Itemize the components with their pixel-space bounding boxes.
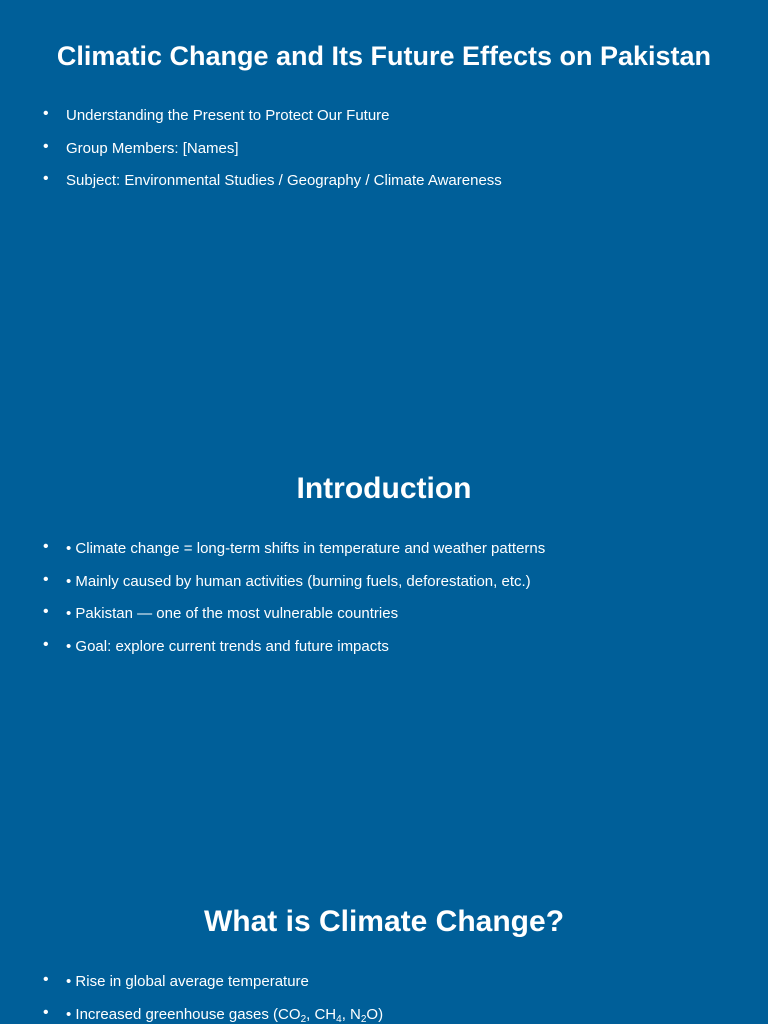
bullet-item: • • Climate change = long-term shifts in temperature and weather patterns: [0, 539, 768, 558]
bullet-item: • Subject: Environmental Studies / Geography / Climate Awareness: [0, 171, 768, 190]
bullet-item: • • Rise in global average temperature: [0, 972, 768, 991]
bullet-item-greenhouse-gases: [0, 1005, 768, 1024]
n2o-subscript: 2: [360, 1013, 367, 1024]
gases-suffix: O): [366, 1005, 384, 1023]
bullet-item: • • Mainly caused by human activities (burning fuels, deforestation, etc.): [0, 572, 768, 591]
bullet-list: [0, 972, 768, 1024]
bullet-item: • • Pakistan — one of the most vulnerable countries: [0, 604, 768, 623]
slide-title: Introduction: [296, 472, 472, 505]
bullet-item: • Understanding the Present to Protect Our Future: [0, 106, 768, 125]
gases-sep-ch: , CH: [306, 1005, 337, 1023]
ch4-subscript: 4: [336, 1013, 342, 1024]
slide-title: Climatic Change and Its Future Effects on Pakistan: [56, 41, 712, 71]
co2-subscript: 2: [300, 1013, 307, 1024]
gases-prefix: • Increased greenhouse gases (CO: [66, 1005, 301, 1023]
bullet-item: • • Goal: explore current trends and future impacts: [0, 637, 768, 656]
bullet-item: • Group Members: [Names]: [0, 139, 768, 158]
bullet-list: [0, 539, 768, 669]
slide-title: What is Climate Change?: [203, 905, 565, 938]
bullet-list: [0, 106, 768, 204]
gases-sep-n: , N: [341, 1005, 361, 1023]
